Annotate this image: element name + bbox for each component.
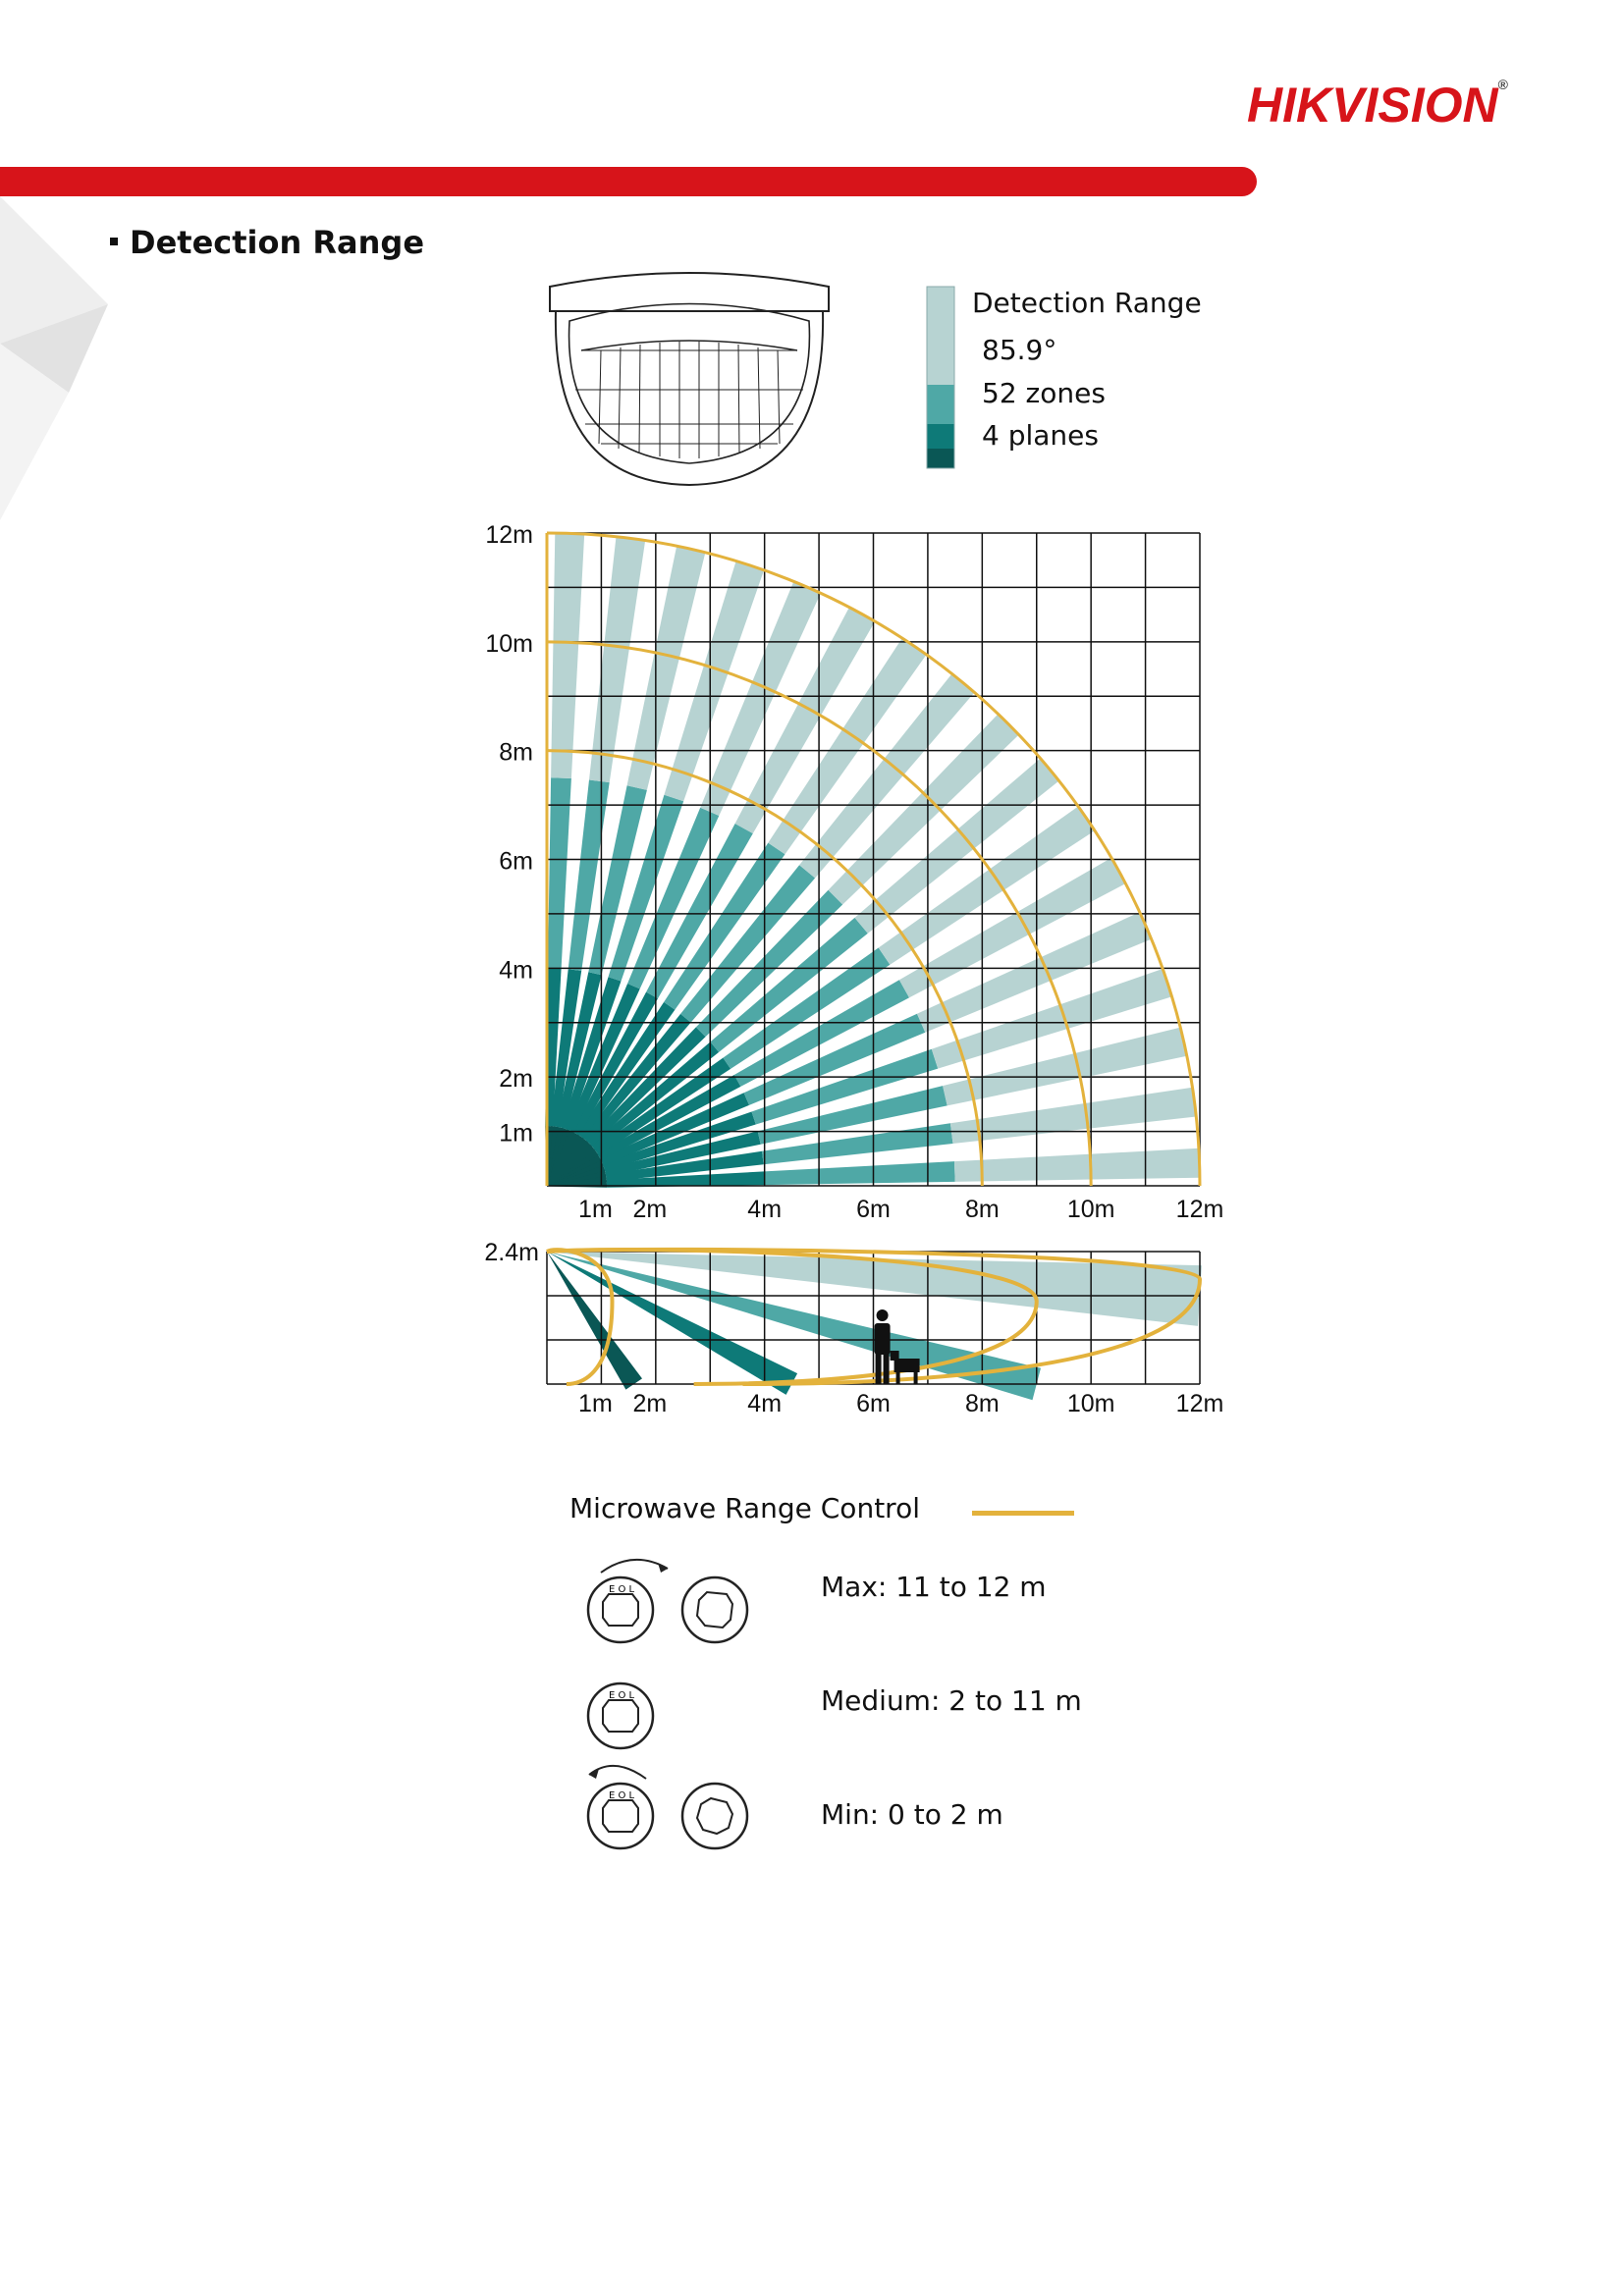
dial-label: E O L: [609, 1584, 635, 1595]
microwave-medium-label: Medium: 2 to 11 m: [821, 1684, 1082, 1717]
x-tick-label: 8m: [964, 1196, 1000, 1223]
x-tick-label: 12m: [1175, 1390, 1224, 1417]
y-tick-label: 10m: [485, 629, 533, 658]
legend-planes: 4 planes: [982, 419, 1099, 452]
y-tick-label: 12m: [485, 521, 533, 549]
microwave-max-label: Max: 11 to 12 m: [821, 1571, 1047, 1603]
hikvision-logo: HIKVISION®: [1247, 77, 1508, 133]
dial-min-icon: [579, 1757, 756, 1855]
x-tick-label: 1m: [578, 1390, 613, 1417]
legend-title: Detection Range: [972, 287, 1202, 319]
person-leg: [876, 1353, 882, 1384]
x-tick-label: 6m: [856, 1390, 891, 1417]
x-tick-label: 1m: [578, 1196, 613, 1223]
section-title: Detection Range: [110, 224, 424, 261]
beam-segment: [764, 1161, 954, 1185]
top-view-chart: [471, 510, 1257, 1237]
y-tick-label: 4m: [499, 956, 533, 985]
dial-label: E O L: [609, 1690, 635, 1701]
person-head: [877, 1309, 889, 1321]
x-tick-label: 2m: [632, 1196, 668, 1223]
x-tick-label: 10m: [1066, 1390, 1115, 1417]
x-tick-label: 12m: [1175, 1196, 1224, 1223]
person-leg: [884, 1353, 890, 1384]
y-tick-label: 1m: [499, 1119, 533, 1148]
decorative-shards: [0, 196, 128, 520]
microwave-min-label: Min: 0 to 2 m: [821, 1798, 1003, 1831]
x-tick-label: 4m: [747, 1196, 783, 1223]
dial-label: E O L: [609, 1790, 635, 1801]
dial-max-icon: [579, 1551, 756, 1649]
person-body: [875, 1323, 891, 1355]
dial-medium-icon: [579, 1669, 677, 1757]
beam-group: [545, 533, 1200, 1188]
y-tick-label: 6m: [499, 847, 533, 876]
x-tick-label: 2m: [632, 1390, 668, 1417]
dog-leg: [896, 1370, 900, 1384]
legend-swatches: [925, 285, 958, 471]
x-tick-label: 6m: [856, 1196, 891, 1223]
legend-angle: 85.9°: [982, 334, 1057, 366]
beam-segment: [548, 777, 571, 968]
legend-zones: 52 zones: [982, 377, 1106, 409]
microwave-legend-line: [972, 1511, 1074, 1516]
beam-segment: [551, 533, 584, 778]
microwave-title: Microwave Range Control: [569, 1492, 920, 1524]
y-tick-label: 2.4m: [484, 1239, 539, 1266]
dog-head: [891, 1351, 899, 1361]
x-tick-label: 4m: [747, 1390, 783, 1417]
dog-leg: [914, 1370, 918, 1384]
dog-body: [894, 1359, 920, 1372]
header-red-bar: [0, 167, 1257, 196]
x-tick-label: 10m: [1066, 1196, 1115, 1223]
beam-segment: [954, 1148, 1200, 1182]
y-tick-label: 2m: [499, 1065, 533, 1094]
x-tick-label: 8m: [964, 1390, 1000, 1417]
y-tick-label: 8m: [499, 738, 533, 767]
side-view-chart: [471, 1232, 1257, 1448]
sensor-illustration: [542, 267, 837, 493]
